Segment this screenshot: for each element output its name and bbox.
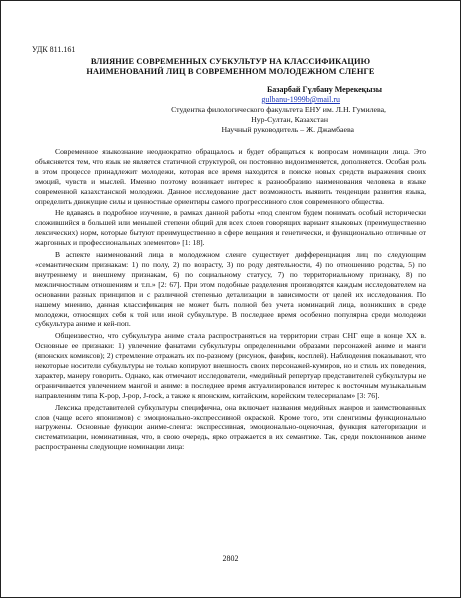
affiliation-line-2: Нур-Султан, Казахстан <box>251 115 328 124</box>
affiliation-line-3: Научный руководитель – Ж. Джамбаева <box>221 125 354 134</box>
author-email <box>35 95 426 105</box>
udc-code: УДК 811.161 <box>32 45 76 54</box>
article-title <box>35 57 426 77</box>
email-link[interactable]: gulbanu-1999b@mail.ru <box>261 95 340 104</box>
paragraph: Современное языкознание неоднократно обращалось и будет обращаться к вопросам номинации лица. Это объясняется тем, что язык не является статичной структурой, он постоянно видоизменяется, дополняется. Особая роль в этом процессе принадлежит молодежи, которая все время находится в поиске новых средств выражения своих эмоций, чувств и мыслей. Именно поэтому возникает интерес к разнообразию наименования человека в языке современной казахстанской молодежи. Данное исследование даст возможность выявить тенденции развития языка, определить движущие силы и ценностные ориентиры самого прогрессивного слоя современного общества. <box>35 147 426 206</box>
paragraph: Лексика представителей субкультуры специфична, она включает названия медийных жанров и заимствованных слов (чаще всего японизмов) с эмоционально-экспрессивной окраской. Кроме того, эти сленгизмы функционально нагружены. Основные функции аниме-сленга: экспрессивная, эмоционально-оценочная, функция категоризации и систематизации, номинативная, что, в свою очередь, ярко отражается в их семантике. Так, среди поклонников аниме распространены следующие номинации лица: <box>35 402 426 452</box>
paragraph: В аспекте наименований лица в молодежном сленге существует дифференциация лиц по следующим «семантическим признакам: 1) по полу, 2) по возрасту, 3) по роду деятельности, 4) по отношению родства, 5) по внутреннему и внешнему признакам, 6) по социальному статусу, 7) по территориальному признаку, 8) по межличностным отношениям и т.п.» [2: 67]. При этом подобные разделения производятся каждым исследователем на основании разных принципов и с различной степенью детализации в зависимости от целей их исследования. По нашему мнению, данная классификация не может быть полной без учета номинаций лица, возникших в среде молодежи, относящих себя к той или иной субкультуре. В последнее время особенно популярна среди молодежи субкультура аниме и кей-поп. <box>35 250 426 329</box>
affiliation-line-1: Студентка филологического факультета ЕНУ им. Л.Н. Гумилева, <box>171 105 386 114</box>
article-body <box>35 147 426 452</box>
title-line-2: НАИМЕНОВАНИЙ ЛИЦ В СОВРЕМЕННОМ МОЛОДЕЖНОМ СЛЕНГЕ <box>86 67 375 76</box>
author-name: Базарбай Гүлбану Мерекеқызы <box>266 85 382 94</box>
page-number: 2802 <box>222 554 239 563</box>
paragraph: Общеизвестно, что субкультура аниме стала распространяться на территории стран СНГ еще в конце XX в. Основные ее признаки: 1) увлечение фанатами субкультуры определенными образами персонажей аниме и манги (японских комиксов); 2) стремление отражать их по-разному (рисунок, фанфик, косплей). Наблюдения показывают, что некоторые носители субкультуры не только копируют внешность своих персонажей-кумиров, но и стиль их поведения, характер, манеру говорить. Однако, как отмечают исследователи, «медийный репертуар представителей субкультуры не ограничивается увлечением мангой и аниме: в последнее время актуализировался интерес к восточным музыкальным направлениям типа K-pop, J-pop, J-rock, а также к японским, китайским, корейским телесериалам» [3: 76]. <box>35 331 426 400</box>
title-line-1: ВЛИЯНИЕ СОВРЕМЕННЫХ СУБКУЛЬТУР НА КЛАССИФИКАЦИЮ <box>90 57 371 66</box>
paragraph: Не вдаваясь в подробное изучение, в рамках данной работы «под сленгом будем понимать особый исторически сложившийся в большей или меньшей степени общий для всех слоев говорящих вариант языковых (преимущественно лексических) норм, которые бытуют преимущественно в сфере вещания и генетически, и функционально отличные от жаргонных и профессиональных элементов» [1: 18]. <box>35 208 426 248</box>
